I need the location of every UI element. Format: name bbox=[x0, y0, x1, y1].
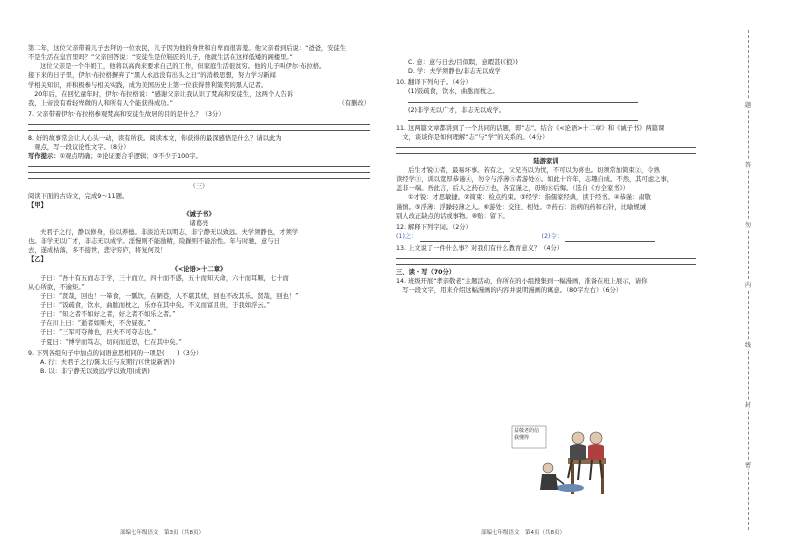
story-line: 这位父亲是一个牛奶工，他将以高尚来要求自己的工作，但家庭生活很贫穷。他的儿子叫伊尔·布拉格。 bbox=[40, 63, 326, 71]
writing-tip bbox=[28, 152, 370, 161]
page-3 bbox=[0, 0, 395, 558]
option-c[interactable]: C. 意：意与日去/目似瞑，意暇甚(《狼》) bbox=[408, 59, 518, 66]
answer-line[interactable] bbox=[396, 147, 696, 148]
reading-intro: 阅读下面的古诗文，完成9～11题。 bbox=[28, 192, 129, 200]
answer-line[interactable] bbox=[408, 102, 638, 103]
question-10: 10. 翻译下列句子。（4分） bbox=[396, 79, 472, 87]
answer-line[interactable] bbox=[28, 172, 370, 173]
classical-line: 后生才锐①者，最易坏事。若有之，父兄当以为忧，不可以为喜也。切须常加简束②，令熟 bbox=[408, 167, 660, 174]
answer-line[interactable] bbox=[396, 264, 696, 265]
binding-margin bbox=[718, 30, 778, 530]
option-a[interactable]: A. 行：夫君子之行/陈太丘与友期行(《世说新语》) bbox=[40, 358, 175, 366]
option-b[interactable]: B. 以：非宁静无以致远/学以致用(成语) bbox=[40, 367, 150, 375]
poem-title-2: 《<论语>十二章》 bbox=[171, 265, 227, 273]
part-jia-label: 【甲】 bbox=[28, 201, 47, 209]
section-heading: （三） bbox=[189, 183, 209, 191]
section-title: 陆游家训 bbox=[533, 157, 559, 165]
answer-line[interactable] bbox=[28, 178, 370, 179]
question-12-items bbox=[396, 232, 696, 242]
annotation-line: 谨慎。⑤浮薄：浮躁轻薄之人。⑥游处：交往、相处。⑦药石：治病的药和石针，比喻规诫 bbox=[396, 203, 646, 211]
question-10-1: (1)饭疏食，饮水，曲肱而枕之。 bbox=[408, 88, 499, 96]
answer-line[interactable] bbox=[408, 120, 638, 121]
answer-blank[interactable] bbox=[420, 232, 510, 242]
answer-line[interactable] bbox=[396, 258, 696, 259]
part-three-heading: 三、读・写（70分） bbox=[396, 269, 456, 277]
poem-author-1: 诸葛亮 bbox=[189, 219, 209, 227]
question-10-2: (2)非学无以广才，非志无以成学。 bbox=[408, 106, 506, 114]
classical-line: 子曰：“贤哉，回也！一箪食，一瓢饮，在陋巷，人不堪其忧，回也不改其乐。贤哉，回也！” bbox=[40, 292, 299, 300]
question-12: 12. 解释下列字词。（2分） bbox=[396, 223, 472, 231]
page-footer: 部编七年级语文 第4页（共8页） bbox=[481, 530, 565, 536]
page-3-content bbox=[28, 44, 370, 376]
classical-line: 子夏曰：“博学而笃志，切问而近思，仁在其中矣。” bbox=[40, 338, 182, 346]
question-8-cont: 观点，写一段议论性文字。（8分） bbox=[28, 144, 130, 152]
story-line bbox=[28, 99, 370, 108]
story-line: 接下来的日子里，伊尔·布拉格摒弃了“黑人永远没有出头之日”的消极思想，努力学习新闻 bbox=[28, 72, 276, 80]
poem-title-1: 《诫子书》 bbox=[183, 210, 215, 218]
question-8: 8. 好的故事常会让人心头一动，读有所获。阅读本文，你获得的最深感悟是什么？请以此为 bbox=[28, 135, 282, 142]
comic-illustration bbox=[510, 418, 620, 502]
question-14: 14. 班级开展“孝亲敬老”主题活动，你所在的小组搜集到一幅漫画，准备在班上展示，请你 bbox=[396, 278, 648, 286]
answer-blank[interactable] bbox=[565, 232, 655, 242]
comic-caption: 益敬老的信 我懂得 bbox=[514, 428, 540, 441]
answer-line[interactable] bbox=[28, 166, 370, 167]
story-line: 不是生活在皇宫里吗？”父亲回答说：“安徒生是位鞋匠的儿子，他就生活在这样低矮的阁楼里。” bbox=[28, 54, 293, 62]
writing-tip-label: 写作提示： bbox=[28, 153, 60, 161]
seal-char: 勿 bbox=[744, 222, 751, 229]
classical-line: 去，遂成枯落，多不接世，悲守穷庐，将复何及！ bbox=[28, 247, 167, 255]
classical-line: 子曰：“三军可夺帅也，匹夫不可夺志也。” bbox=[40, 329, 157, 337]
classical-line: 子曰：“饭疏食，饮水，曲肱而枕之，乐亦在其中矣。不义而富且贵，于我如浮云。” bbox=[40, 302, 270, 309]
option-d[interactable]: D. 学：夫学须静也/非志无以成学 bbox=[408, 68, 501, 76]
story-line: 第二年，这位父亲带着儿子去拜访一位农民，儿子因为他的身世和自卑而很害羞。他父亲看到后说：“爸爸，安徒生 bbox=[28, 45, 347, 52]
annotation-line: ①才锐：才思敏捷。②简束：检点约束。③经学：指儒家经典，读于经书。④恭谨：肃敬 bbox=[408, 194, 651, 202]
classical-line: 子在川上曰：“逝者如斯夫，不舍昼夜。” bbox=[40, 320, 151, 328]
question-12-2: (2)令： bbox=[541, 232, 564, 240]
question-11-cont: 文，谈谈你是如何理解“志”与“学”的关系的。（4分） bbox=[396, 133, 549, 141]
page-footer: 部编七年级语文 第3页（共8页） bbox=[120, 530, 204, 536]
question-12-1: (1)之： bbox=[396, 232, 418, 240]
answer-line[interactable] bbox=[396, 153, 696, 154]
question-7: 7. 父亲带着伊尔·布拉格参观梵高和安徒生故居的目的是什么？（3分） bbox=[28, 110, 225, 118]
classical-line: 子曰：“吾十有五而志于学，三十而立，四十而不惑，五十而知天命，六十而耳顺，七十而 bbox=[40, 274, 289, 282]
classical-line: 夫君子之行，静以修身，俭以养德。非淡泊无以明志，非宁静无以致远。夫学须静也，才须学 bbox=[40, 229, 299, 236]
question-13: 13. 上文说了一件什么事？对我们有什么教育意义？（4分） bbox=[396, 245, 564, 252]
classical-line: 子曰：“知之者不如好之者，好之者不如乐之者。” bbox=[40, 311, 176, 319]
source-note: （有删改） bbox=[338, 99, 370, 107]
classical-line: 也。非学无以广才，非志无以成学。淫慢则不能励精，险躁则不能治性。年与时驰，意与日 bbox=[28, 238, 280, 246]
story-line: 学相关知识，并积极参与相关实践，成为美国历史上第一位获得普利策奖的黑人记者。 bbox=[28, 81, 268, 89]
classical-line: 从心所欲，不逾矩。” bbox=[28, 283, 85, 291]
answer-line[interactable] bbox=[28, 124, 370, 125]
answer-line[interactable] bbox=[28, 130, 370, 131]
story-line-end: 我，上帝没有看轻卑微的人和所有人个能获得成功。” bbox=[28, 99, 173, 107]
seal-char: 线 bbox=[744, 342, 751, 349]
question-9: 9. 下列各组句子中加点的词语意思相同的一项是( )（3分） bbox=[28, 349, 203, 357]
seal-char: 内 bbox=[744, 282, 751, 289]
story-line: 20年后，在回忆童年时，伊尔·布拉格说：“感谢父亲让我认识了梵高和安徒生，这两个人告诉 bbox=[28, 90, 294, 98]
seal-char: 封 bbox=[744, 402, 751, 409]
page-4-content bbox=[396, 58, 696, 296]
seal-char: 题 bbox=[744, 102, 751, 109]
writing-tip-text: ①观点明确；②论证要合乎逻辑；③不少于100字。 bbox=[59, 153, 202, 161]
classical-line: 盖非一端。吾此言，后人之药石⑦也，各宜谨之，毋贻⑧后悔。（选自《方全家书》） bbox=[396, 185, 629, 193]
question-11: 11. 这两篇文章都讲到了一个共同的话题，即“志”。结合《<论语>十二章》和《诫子书》两篇课 bbox=[396, 124, 665, 132]
question-14-cont: 写一段文字，用来介绍这幅漫画的内容并说明漫画的寓意。（80字左右）（6分） bbox=[396, 287, 623, 295]
seal-char: 答 bbox=[744, 162, 751, 169]
classical-line: 读经学③，训以宽厚恭谨④，勿令与浮薄⑤者游处⑥。如此十许年，志趣自成。不然，其可虑之事， bbox=[396, 176, 674, 184]
part-yi-label: 【乙】 bbox=[28, 256, 47, 264]
annotation-line: 别人改正缺点的话或事物。⑧贻：留下。 bbox=[396, 212, 509, 220]
seal-char: 密 bbox=[744, 462, 751, 469]
